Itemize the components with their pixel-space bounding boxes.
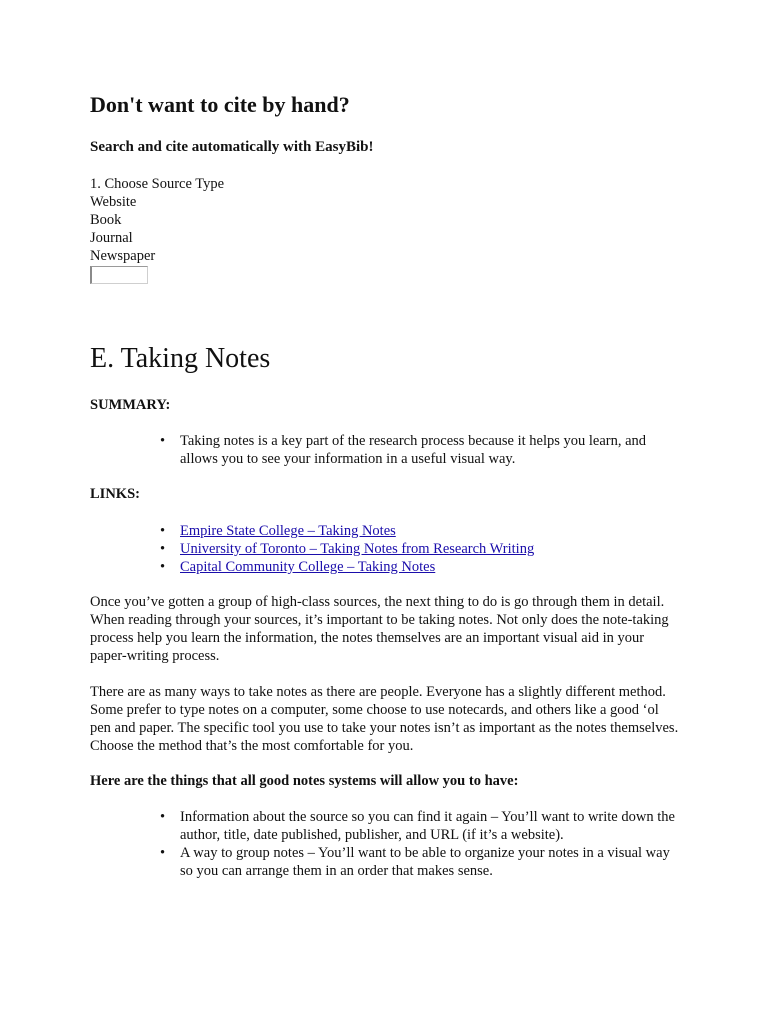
source-type-chooser [90, 175, 224, 265]
systems-list [160, 808, 680, 880]
summary-label: SUMMARY: [90, 397, 171, 413]
link-item [160, 522, 680, 540]
source-option-book[interactable]: Book [90, 212, 122, 228]
systems-heading: Here are the things that all good notes systems will allow you to have: [90, 773, 519, 789]
links-label: LINKS: [90, 486, 140, 502]
source-option-newspaper[interactable]: Newspaper [90, 248, 156, 264]
systems-item: • Information about the source so you can find it again – You’ll want to write down the author, title, date published, publisher, and URL (if it’s a website). [160, 808, 680, 844]
paragraph-intro: Once you’ve gotten a group of high-class sources, the next thing to do is go through them in detail. When reading through your sources, it’s important to be taking notes. Not only does the note-taking process help you learn the information, the notes themselves are an important visual aid in your paper-writing process. [90, 594, 669, 664]
source-option-website[interactable]: Website [90, 194, 137, 210]
link-university-of-toronto[interactable]: University of Toronto – Taking Notes from Research Writing [180, 541, 535, 557]
systems-item: • A way to group notes – You’ll want to be able to organize your notes in a visual way so you can arrange them in an order that makes sense. [160, 844, 680, 880]
cite-heading: Don't want to cite by hand? [90, 92, 350, 117]
summary-list [160, 432, 680, 468]
paragraph-methods: There are as many ways to take notes as there are people. Everyone has a slightly different method. Some prefer to type notes on a computer, some choose to use notecards, and others like a good ‘ol pen and paper. The specific tool you use to take your notes isn’t as important as the notes themselves. Choose the method that’s the most comfortable for you. [90, 684, 679, 754]
summary-item: • Taking notes is a key part of the research process because it helps you learn, and allows you to see your information in a useful visual way. [160, 432, 680, 468]
cite-search-input[interactable] [90, 266, 148, 284]
link-item [160, 558, 680, 576]
source-option-journal[interactable]: Journal [90, 230, 133, 246]
link-item [160, 540, 680, 558]
links-list [160, 522, 680, 576]
section-title: E. Taking Notes [90, 343, 271, 374]
source-step-label: 1. Choose Source Type [90, 176, 225, 192]
cite-subheading: Search and cite automatically with EasyBib! [90, 139, 374, 155]
link-capital-community-college[interactable]: Capital Community College – Taking Notes [180, 559, 436, 575]
link-empire-state-college[interactable]: Empire State College – Taking Notes [180, 523, 396, 539]
